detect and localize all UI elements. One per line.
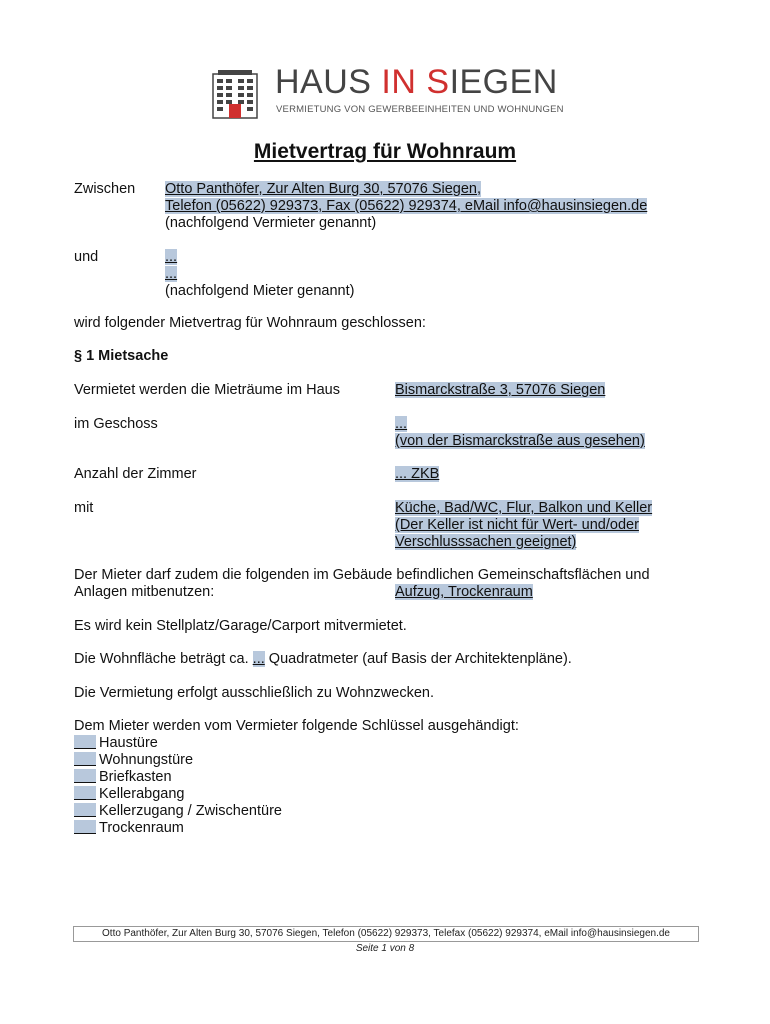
living-area-text: Die Wohnfläche beträgt ca. ... Quadratmeter (auf Basis der Architektenpläne). xyxy=(74,651,572,667)
living-area-value: ... xyxy=(252,651,265,667)
footer-contact: Otto Panthöfer, Zur Alten Burg 30, 57076 Siegen, Telefon (05622) 929373, Telefax (05622) 929374, eMail info@hausinsiegen.de xyxy=(102,928,670,939)
parking-text: Es wird kein Stellplatz/Garage/Carport mitvermietet. xyxy=(74,618,407,634)
building-logo-icon xyxy=(212,70,258,120)
brand-tagline: VERMIETUNG VON GEWERBEEINHEITEN UND WOHNUNGEN xyxy=(276,104,564,115)
with-line-1: Küche, Bad/WC, Flur, Balkon und Keller xyxy=(395,500,653,516)
tenant-name-field: ... xyxy=(165,249,178,265)
key-count-field xyxy=(74,769,96,783)
key-count-field xyxy=(74,735,96,749)
und-label: und xyxy=(74,249,99,265)
landlord-contact: Telefon (05622) 929373, Fax (05622) 929374, eMail info@hausinsiegen.de xyxy=(165,198,648,214)
tenant-address-field: ... xyxy=(165,266,178,282)
floor-label: im Geschoss xyxy=(74,416,158,432)
key-item: Trockenraum xyxy=(74,820,184,837)
purpose-text: Die Vermietung erfolgt ausschließlich zu Wohnzwecken. xyxy=(74,685,434,701)
house-value: Bismarckstraße 3, 57076 Siegen xyxy=(395,382,606,398)
rooms-value: ... ZKB xyxy=(395,466,440,482)
key-count-field xyxy=(74,752,96,766)
brand-name: HAUS IN SIEGEN xyxy=(275,63,558,101)
common-areas-text: Der Mieter darf zudem die folgenden im Gebäude befindlichen Gemeinschaftsflächen und xyxy=(74,567,650,583)
with-label: mit xyxy=(74,500,94,516)
common-areas-text-2: Anlagen mitbenutzen: xyxy=(74,584,215,600)
key-item: Kellerzugang / Zwischentüre xyxy=(74,803,282,820)
house-label: Vermietet werden die Mieträume im Haus xyxy=(74,382,340,398)
zwischen-label: Zwischen xyxy=(74,181,136,197)
key-count-field xyxy=(74,803,96,817)
section-heading: § 1 Mietsache xyxy=(74,348,169,364)
common-areas-value: Aufzug, Trockenraum xyxy=(395,584,533,600)
key-count-field xyxy=(74,786,96,800)
floor-note: (von der Bismarckstraße aus gesehen) xyxy=(395,433,645,449)
tenant-note: (nachfolgend Mieter genannt) xyxy=(165,283,355,299)
rooms-label: Anzahl der Zimmer xyxy=(74,466,197,482)
document-title: Mietvertrag für Wohnraum xyxy=(253,140,517,163)
page-number: Seite 1 von 8 xyxy=(355,943,415,954)
with-line-3: Verschlusssachen geeignet) xyxy=(395,534,577,550)
key-item: Kellerabgang xyxy=(74,786,184,803)
key-item: Briefkasten xyxy=(74,769,172,786)
intro-text: wird folgender Mietvertrag für Wohnraum geschlossen: xyxy=(74,315,426,331)
with-line-2: (Der Keller ist nicht für Wert- und/oder xyxy=(395,517,639,533)
key-count-field xyxy=(74,820,96,834)
keys-intro: Dem Mieter werden vom Vermieter folgende Schlüssel ausgehändigt: xyxy=(74,718,519,734)
key-item: Haustüre xyxy=(74,735,158,752)
key-item: Wohnungstüre xyxy=(74,752,193,769)
landlord-address: Otto Panthöfer, Zur Alten Burg 30, 57076 Siegen, xyxy=(165,181,481,197)
landlord-note: (nachfolgend Vermieter genannt) xyxy=(165,215,377,231)
floor-value: ... xyxy=(395,416,408,432)
